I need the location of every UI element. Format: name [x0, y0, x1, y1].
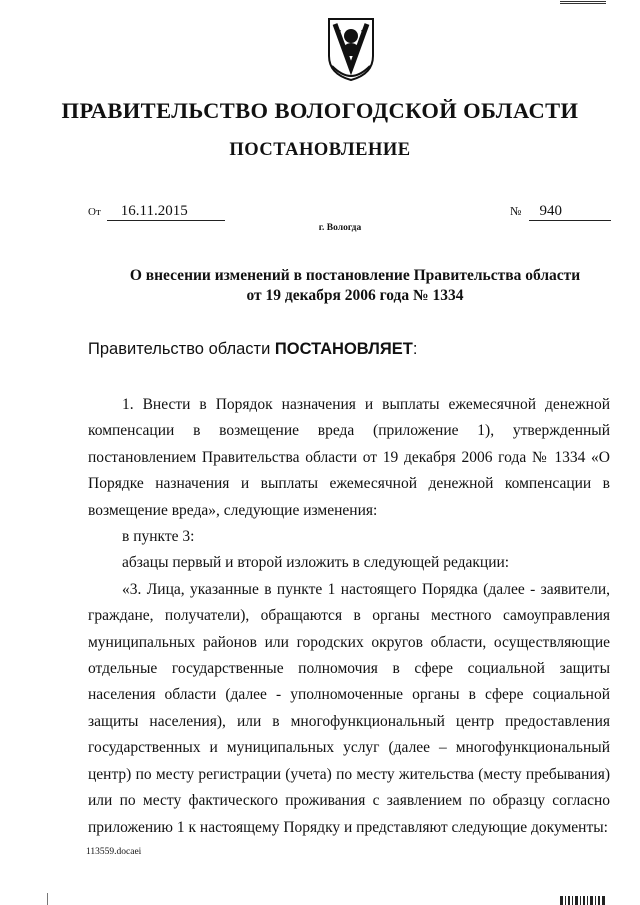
paragraph-2: в пункте 3: — [122, 528, 195, 546]
number-field — [510, 203, 611, 221]
resolution-keyword: ПОСТАНОВЛЯЕТ — [274, 340, 413, 358]
scan-edge-tick — [47, 893, 48, 905]
resolution-prefix: Правительство области — [88, 340, 275, 358]
file-code: 113559.docaei — [86, 847, 142, 857]
scan-barcode-mark — [560, 896, 606, 905]
subject-line-1: О внесении изменений в постановление Правительства области — [129, 267, 581, 284]
scan-mark-top — [560, 0, 606, 5]
paragraph-3: абзацы первый и второй изложить в следующей редакции: — [122, 554, 510, 572]
government-title: ПРАВИТЕЛЬСТВО ВОЛОГОДСКОЙ ОБЛАСТИ — [61, 98, 579, 123]
date-value: 16.11.2015 — [107, 203, 225, 221]
paragraph-1: 1. Внести в Порядок назначения и выплаты ежемесячной денежной компенсации в возмещение вреда (приложение 1), утвержденный постановлением Правительства области от 19 декабря 2006 года № 1334 «О Порядке назначения и выплаты ежемесячной денежной компенсации в возмещение вреда», следующие изменения: — [88, 396, 610, 519]
subject-line-2: от 19 декабря 2006 года № 1334 — [246, 287, 464, 304]
paragraph-4: «3. Лица, указанные в пункте 1 настоящего Порядка (далее - заявители, граждане, получатели), обращаются в органы местного самоуправления муниципальных районов или городских округов области, осуществляющие отдельные государственные полномочия в сфере социальной защиты населения области (далее - уполномоченные органы в сфере социальной защиты населения), или в многофункциональный центр предоставления государственных и муниципальных услуг (далее – многофункциональный центр) по месту регистрации (учета) по месту жительства (месту пребывания) или по месту фактического проживания с заявлением по образцу согласно приложению 1 к настоящему Порядку и представляют следующие документы: — [88, 580, 610, 836]
coat-of-arms-icon — [326, 16, 376, 82]
resolution-suffix: : — [412, 340, 418, 358]
number-value: 940 — [529, 203, 611, 221]
document-type: ПОСТАНОВЛЕНИЕ — [229, 140, 411, 160]
date-field — [88, 203, 225, 221]
document-body — [88, 392, 610, 841]
document-subject — [110, 266, 600, 306]
date-label: От — [88, 206, 101, 218]
number-label: № — [510, 204, 522, 218]
resolution-line — [88, 340, 417, 359]
city-label: г. Вологда — [318, 223, 362, 233]
